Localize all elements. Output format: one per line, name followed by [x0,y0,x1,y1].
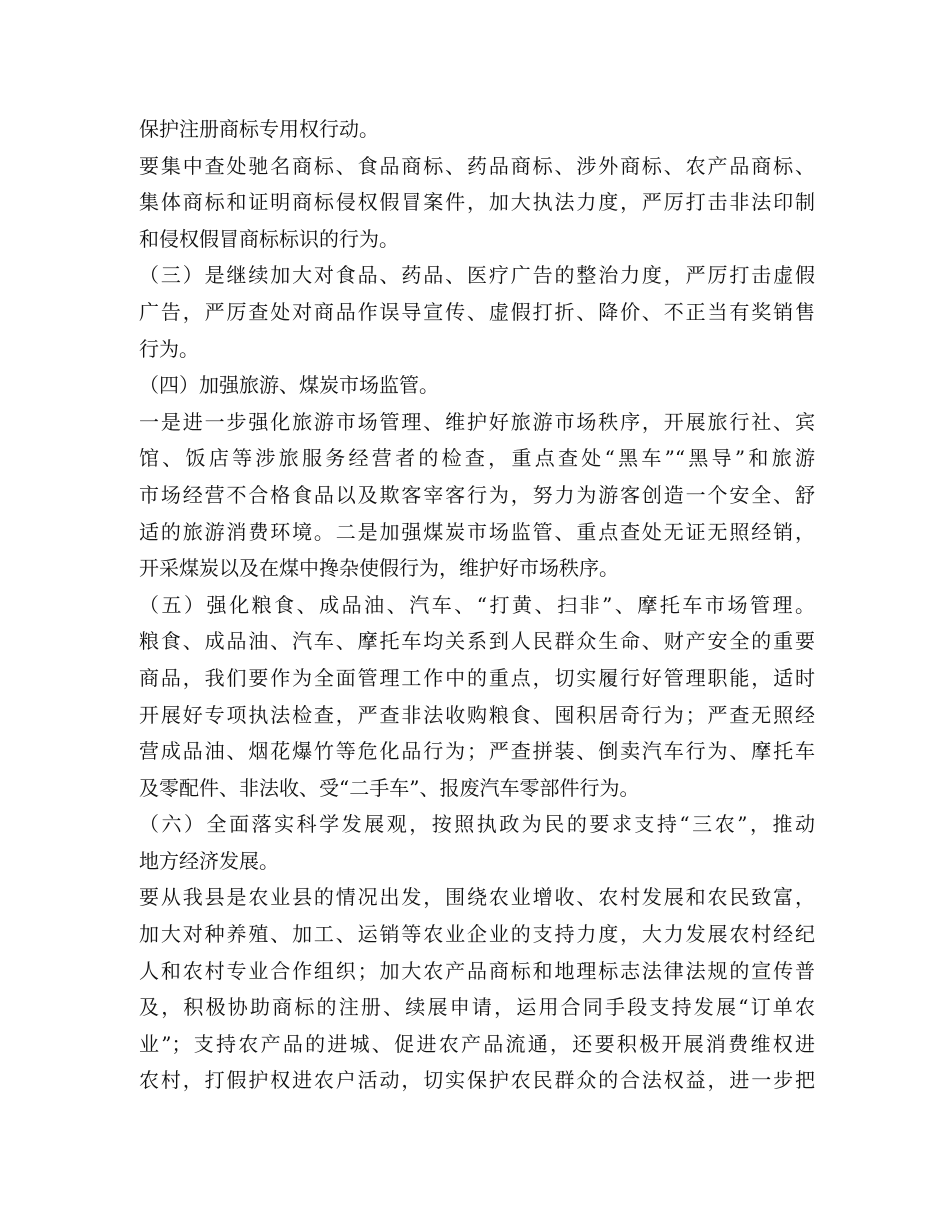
text-line: 加大对种养殖、加工、运销等农业企业的支持力度，大力发展农村经纪 [139,922,815,947]
text-line: 开展好专项执法检查，严查非法收购粮食、囤积居奇行为；严查无照经 [139,702,815,727]
text-line: 广告，严厉查处对商品作误导宣传、虚假打折、降价、不正当有奖销售 [139,299,815,324]
text-line: 馆、饭店等涉旅服务经营者的检查，重点查处“黑车”“黑导”和旅游 [139,446,815,471]
text-line: 保护注册商标专用权行动。 [139,117,379,141]
text-line: 农村，打假护权进农户活动，切实保护农民群众的合法权益，进一步把 [139,1068,815,1093]
text-line: （三）是继续加大对食品、药品、医疗广告的整治力度，严厉打击虚假 [139,263,815,288]
text-line: 要集中查处驰名商标、食品商标、药品商标、涉外商标、农产品商标、 [139,153,815,178]
text-line: （六）全面落实科学发展观，按照执政为民的要求支持“三农”，推动 [139,812,815,837]
text-line: 行为。 [139,336,199,361]
text-line: 及零配件、非法收、受“二手车”、报废汽车零部件行为。 [139,775,640,800]
text-line: 业”；支持农产品的进城、促进农产品流通，还要积极开展消费维权进 [139,1031,815,1056]
text-line: 开采煤炭以及在煤中搀杂使假行为，维护好市场秩序。 [139,556,619,581]
text-line: 地方经济发展。 [139,848,279,873]
text-line: 一是进一步强化旅游市场管理、维护好旅游市场秩序，开展旅行社、宾 [139,409,815,434]
text-line: 人和农村专业合作组织；加大农产品商标和地理标志法律法规的宣传普 [139,958,815,983]
text-line: 适的旅游消费环境。二是加强煤炭市场监管、重点查处无证无照经销， [139,519,815,544]
text-line: 粮食、成品油、汽车、摩托车均关系到人民群众生命、财产安全的重要 [139,629,815,654]
text-line: 市场经营不合格食品以及欺客宰客行为，努力为游客创造一个安全、舒 [139,482,815,507]
text-line: 及，积极协助商标的注册、续展申请，运用合同手段支持发展“订单农 [139,995,815,1020]
text-line: 营成品油、烟花爆竹等危化品行为；严查拼装、倒卖汽车行为、摩托车 [139,739,815,764]
document-body [139,111,815,1099]
text-line: 和侵权假冒商标标识的行为。 [139,226,399,251]
text-line: 集体商标和证明商标侵权假冒案件，加大执法力度，严厉打击非法印制 [139,190,815,215]
text-line: 要从我县是农业县的情况出发，围绕农业增收、农村发展和农民致富， [139,885,815,910]
text-line: （五）强化粮食、成品油、汽车、“打黄、扫非”、摩托车市场管理。 [139,592,815,617]
text-line: 商品，我们要作为全面管理工作中的重点，切实履行好管理职能，适时 [139,665,815,690]
text-line: （四）加强旅游、煤炭市场监管。 [139,373,439,398]
